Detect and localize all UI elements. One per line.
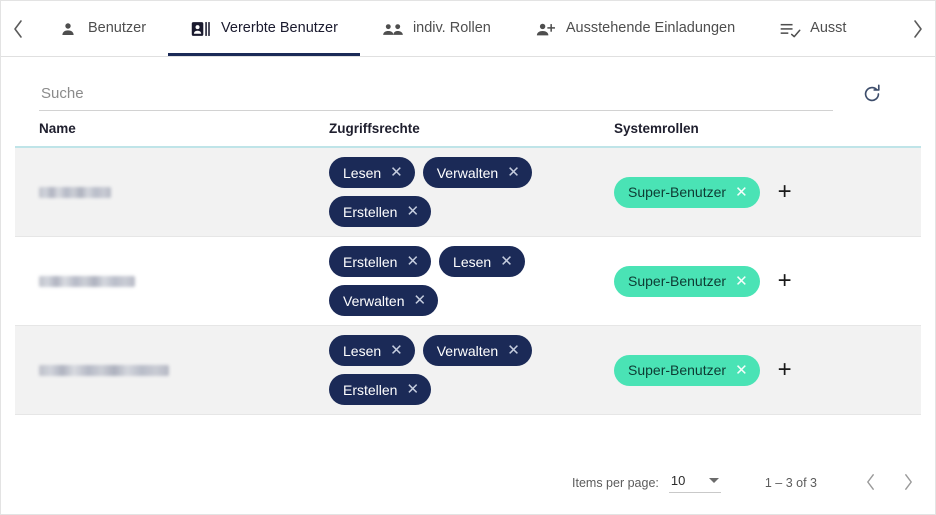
- items-per-page-select[interactable]: [669, 473, 721, 493]
- access-right-chip[interactable]: [329, 246, 431, 277]
- tab-indiv-rollen[interactable]: [360, 1, 513, 56]
- close-icon[interactable]: ✕: [507, 164, 520, 181]
- access-right-chip[interactable]: [329, 157, 415, 188]
- list-check-icon: [779, 18, 801, 40]
- access-rights-chips: [329, 335, 590, 405]
- cell-name: [15, 276, 305, 287]
- table-row: [15, 148, 921, 237]
- refresh-button[interactable]: [855, 79, 889, 113]
- cell-access-rights: [305, 246, 590, 316]
- previous-page-button[interactable]: [851, 464, 889, 502]
- close-icon[interactable]: ✕: [735, 183, 748, 201]
- access-rights-chips: [329, 246, 590, 316]
- tab-ausstehende-einladungen[interactable]: [513, 1, 757, 56]
- add-role-button[interactable]: +: [777, 178, 792, 205]
- close-icon[interactable]: ✕: [413, 292, 427, 309]
- cell-system-roles: [590, 177, 921, 208]
- chip-label: Super-Benutzer: [628, 362, 727, 378]
- table-row: [15, 326, 921, 415]
- redacted-user-name: [39, 187, 111, 198]
- group-icon: [382, 18, 404, 40]
- chip-label: Verwalten: [436, 342, 499, 359]
- chip-label: Lesen: [453, 253, 492, 270]
- tab-label: Ausst: [810, 20, 847, 37]
- close-icon[interactable]: ✕: [507, 342, 520, 359]
- tabs-strip: [35, 1, 901, 56]
- system-role-chip[interactable]: [614, 177, 760, 208]
- redacted-user-name: [39, 276, 135, 287]
- access-right-chip[interactable]: [329, 374, 431, 405]
- table-header-row: [15, 121, 921, 148]
- chevron-left-icon: [12, 19, 24, 39]
- tab-benutzer[interactable]: [35, 1, 168, 56]
- chip-label: Verwalten: [343, 292, 405, 309]
- table-row: [15, 237, 921, 326]
- tab-label: indiv. Rollen: [412, 20, 491, 37]
- tab-label: Vererbte Benutzer: [221, 20, 338, 37]
- close-icon[interactable]: ✕: [735, 361, 748, 379]
- redacted-user-name: [39, 365, 169, 376]
- cell-access-rights: [305, 157, 590, 227]
- tabs-scroll-right-button[interactable]: [901, 1, 935, 56]
- close-icon[interactable]: ✕: [735, 272, 748, 290]
- cell-system-roles: [590, 266, 921, 297]
- close-icon[interactable]: ✕: [406, 203, 420, 220]
- access-right-chip[interactable]: [329, 196, 431, 227]
- add-role-button[interactable]: +: [777, 267, 792, 294]
- chip-label: Erstellen: [343, 381, 398, 398]
- access-rights-chips: [329, 157, 590, 227]
- search-input[interactable]: [39, 84, 833, 103]
- system-role-chip[interactable]: [614, 266, 760, 297]
- access-right-chip[interactable]: [423, 157, 532, 188]
- tab-vererbte-benutzer[interactable]: [168, 1, 360, 56]
- chevron-down-icon: [709, 478, 719, 483]
- access-right-chip[interactable]: [423, 335, 532, 366]
- tabs-viewport: [35, 1, 901, 56]
- refresh-icon: [861, 83, 883, 110]
- chevron-right-icon: [912, 19, 924, 39]
- cell-name: [15, 187, 305, 198]
- tab-label: Ausstehende Einladungen: [565, 20, 736, 37]
- access-right-chip[interactable]: [439, 246, 525, 277]
- chip-label: Verwalten: [436, 164, 499, 181]
- system-role-chip[interactable]: [614, 355, 760, 386]
- chevron-right-icon: [903, 473, 914, 494]
- cell-access-rights: [305, 335, 590, 405]
- chip-label: Super-Benutzer: [628, 184, 727, 200]
- access-right-chip[interactable]: [329, 285, 438, 316]
- search-field[interactable]: [39, 84, 833, 111]
- items-per-page-label: Items per page:: [572, 476, 659, 490]
- chip-label: Lesen: [343, 164, 382, 181]
- column-header-rights: Zugriffsrechte: [329, 121, 420, 136]
- tabs-scroll-left-button[interactable]: [1, 1, 35, 56]
- search-row: [1, 57, 935, 111]
- column-header-roles: Systemrollen: [614, 121, 699, 136]
- close-icon[interactable]: ✕: [406, 381, 420, 398]
- cell-system-roles: [590, 355, 921, 386]
- add-role-button[interactable]: +: [777, 356, 792, 383]
- tab-bar: [1, 1, 935, 57]
- chip-label: Erstellen: [343, 253, 398, 270]
- close-icon[interactable]: ✕: [390, 164, 403, 181]
- items-per-page-value: 10: [670, 473, 686, 488]
- next-page-button[interactable]: [889, 464, 927, 502]
- person-icon: [57, 18, 79, 40]
- close-icon[interactable]: ✕: [500, 253, 513, 270]
- close-icon[interactable]: ✕: [406, 253, 420, 270]
- chip-label: Super-Benutzer: [628, 273, 727, 289]
- person-add-icon: [535, 18, 557, 40]
- tab-ausstehende-weitere[interactable]: [757, 1, 868, 56]
- paginator: [572, 464, 927, 502]
- cell-name: [15, 365, 305, 376]
- chip-label: Erstellen: [343, 203, 398, 220]
- inherited-users-table: [15, 121, 921, 415]
- access-right-chip[interactable]: [329, 335, 415, 366]
- chip-label: Lesen: [343, 342, 382, 359]
- chevron-left-icon: [865, 473, 876, 494]
- close-icon[interactable]: ✕: [390, 342, 403, 359]
- badge-person-icon: [190, 18, 212, 40]
- page-range-label: 1 – 3 of 3: [764, 476, 817, 490]
- column-header-name: Name: [39, 121, 76, 136]
- tab-label: Benutzer: [88, 20, 147, 37]
